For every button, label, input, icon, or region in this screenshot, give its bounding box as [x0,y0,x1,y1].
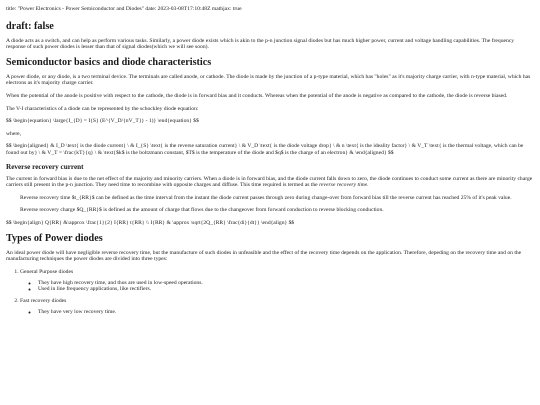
paragraph-reverse-recovery [6,176,534,189]
blockquote-recovery-time: Reverse recovery time $t_{RR}$ can be defined as the time interval from the instant the diode current passes through zero during change-over from forward bias till the reverse current has reached 25% of it's peak value. [20,194,512,201]
section-heading-reverse-recovery: Reverse recovery current [6,162,84,171]
draft-heading: draft: false [6,20,54,32]
frontmatter-text: title: "Power Electronics - Power Semiconductor and Diodes" date: 2023-03-08T17:10:48Z mathjax: true [6,6,242,12]
diode-type-label: Fast recovery diodes [20,297,67,304]
intro-paragraph: A diode acts as a switch, and can help as perform various tasks. Similarly, a power diode exists which is akin to the p-n junction signal diodes but has much higher power, current and voltage handling capabilities. The frequency response of such power diodes is lesser than that of signal diodes(which we will see soon). [6,37,515,51]
diode-type-label: General Purpose diodes [20,268,74,275]
equation-definitions: $$ \begin{aligned} & I_D \text{ is the diode current} \ & I_{S} \text{ is the reverse saturation current} \ & V_D \text{ is the diode voltage drop} \ & n \text{ is the ideality factor} \ & V_T \text{ is the thermal voltage, which can be found out by} \ & V_T = \frac{kT}{q} \ & \text{$k$ is the boltzmann constant, $T$ is the temperature of the diode and $q$ is the charge of an electron} & \end{aligned} $$ [6,143,524,156]
reverse-recovery-term: reverse recovery time [319,182,368,189]
paragraph-vi-characteristics: The V-I characteristics of a diode can be represented by the schockley diode equation: [6,105,199,112]
blockquote-recovery-charge: Reverse recovery charge $Q_{RR}$ is defined as the amount of charge that flows due to the changeover from forward conduction to reverse blocking conduction. [20,207,384,214]
equation-recovery: $$ \begin{align} Q{RR} &\approx \frac{1}{2} I{RR} t{RR} \\ I{RR} & \approx \sqrt{2Q_{RR} \frac{di}{dt}} \end{align} $$ [6,219,295,226]
list-item [20,269,534,293]
list-item: ◦ They have very low recovery time. [38,309,534,316]
reverse-recovery-period: . [367,182,369,189]
section-heading-semiconductor: Semiconductor basics and diode characteristics [6,56,212,68]
where-text: where, [6,130,22,137]
paragraph-types: An ideal power diode will have negligible reverse recovery time, but the manufacture of such diodes in unfeasible and the effect of the recovery time depends on the application. Therefore, depeding on the recovery time and on the manufacturing techniques the power diodes are divided into three types: [6,249,522,263]
diode-type-bullets [20,309,534,316]
list-item [20,298,534,316]
list-item: ◦ They have high recovery time, and thus are used in low-speed operations. [38,280,534,287]
paragraph-power-diode: A power diode, or any diode, is a two terminal device. The terminals are called anode, or cathode. The diode is made by the junction of a p-type material, which has "holes" as it's majority charge carrier, with n-type material, which has electrons as it's majority charge carrier. [6,73,531,87]
list-item: ◦ Used in line frequency applications, like rectifiers. [38,286,534,293]
section-heading-types: Types of Power diodes [6,232,103,244]
diode-type-bullets [20,280,534,293]
reverse-recovery-text: The current in forward bias is due to the net effect of the majority and minority carriers. When a diode is in forward bias, and the diode current falls down to zero, the diode continues to conduct some current as there are minority charge carriers still present in the p-n junction. They need time to recombine with opposite charges and diffuse. This time required is termed as the [6,175,533,189]
equation-shockley: $$ \begin{equation} \large{I_{D} = I{S} (E^{V_D/{nV_T}} - 1)} \end{equation} $$ [6,118,199,125]
paragraph-bias: When the potential of the anode is positive with respect to the cathode, the diode is in forward bias and it conducts. Whereas when the potential of the anode is negative as compared to the cathode, the diode is reverse biased. [6,92,508,99]
diode-types-list [6,269,534,316]
